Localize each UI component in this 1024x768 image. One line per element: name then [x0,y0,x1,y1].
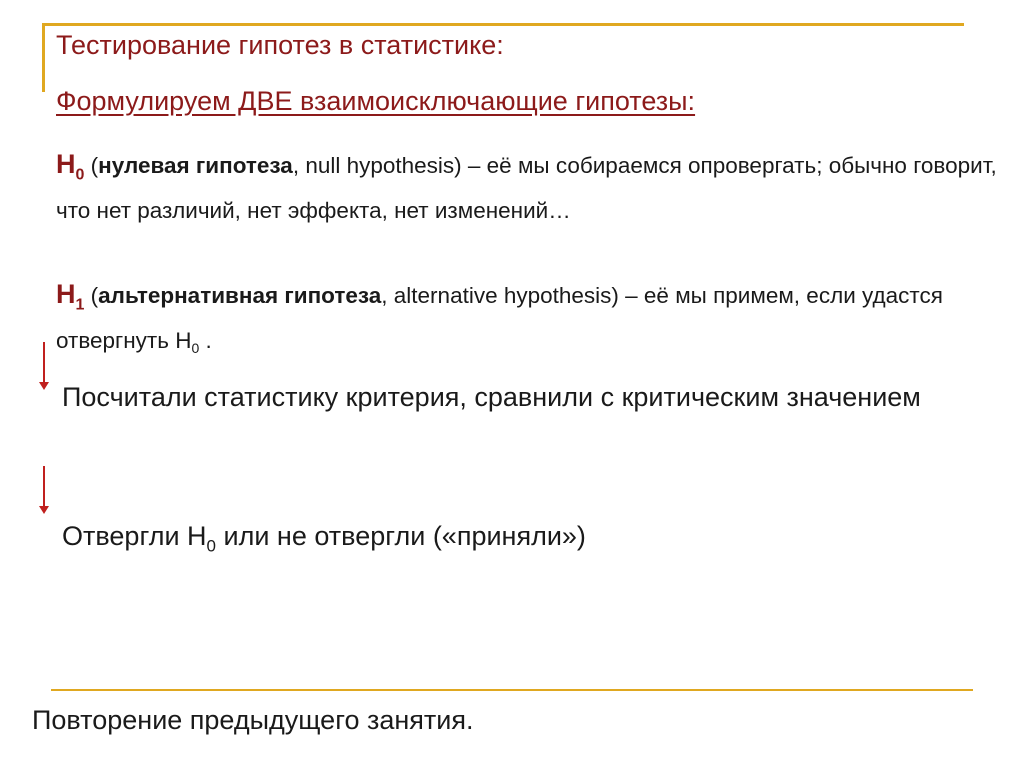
h1-symbol: $H_1$ [56,279,85,314]
null-hypothesis-text: , null hypothesis) – её мы собираемся опровергать; обычно говорит, что нет различий, нет эффекта, нет изменений… [56,153,997,224]
step-decision: Отвергли $H_0$ или не отвергли («приняли») [62,521,586,556]
step-compute-statistic: Посчитали статистику критерия, сравнили с критическим значением [62,382,921,412]
alternative-hypothesis-term: альтернативная гипотеза [98,283,382,308]
left-accent-line [42,23,45,92]
alternative-hypothesis-text: , alternative hypothesis) – её мы примем, если удастся отвергнуть H [56,283,943,354]
footer-text: Повторение предыдущего занятия. [32,705,474,735]
down-arrow-icon [39,342,49,390]
null-hypothesis-paragraph: $H_0$ (нулевая гипотеза, null hypothesis) – её мы собираемся опровергать; обычно говорит, что нет различий, нет эффекта, нет изменений… [56,149,997,224]
h0-symbol: $H_0$ [56,149,85,184]
null-hypothesis-term: нулевая гипотеза [98,153,293,178]
alternative-hypothesis-paragraph: $H_1$ (альтернативная гипотеза, alternative hypothesis) – её мы примем, если удастся отвергнуть $H_0$ . [56,279,943,357]
footer-divider [51,689,973,691]
slide-subtitle: Формулируем ДВЕ взаимоисключающие гипотезы: [56,86,696,116]
top-accent-line [42,23,964,26]
slide-title: Тестирование гипотез в статистике: [56,30,504,60]
down-arrow-icon [39,466,49,514]
